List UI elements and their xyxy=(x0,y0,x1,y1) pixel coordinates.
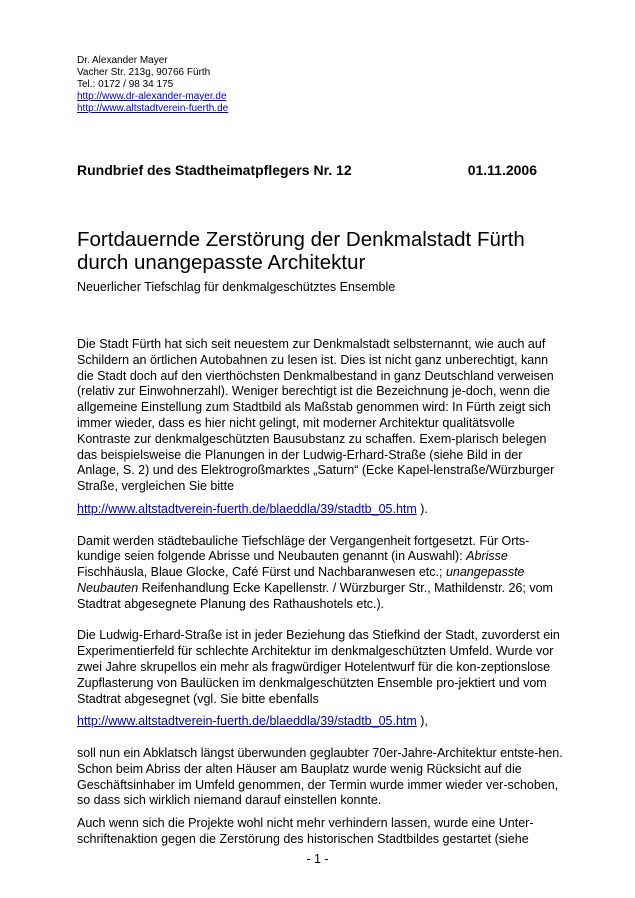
paragraph-2-italic-neubauten: unangepasste Neubauten xyxy=(77,565,525,595)
sender-website-link[interactable]: http://www.dr-alexander-mayer.de xyxy=(77,91,227,102)
paragraph-4: soll nun ein Abklatsch längst überwunden geglaubter 70er-Jahre-Architektur entste-hen. Schon beim Abriss der alten Häuser am Bauplatz wurde wenig Rücksicht auf die Geschäftsinhaber im Umfeld genommen, der Termin wurde immer wieder ver-schoben, so dass sich wirklich niemand darauf einstellen konnte. xyxy=(77,745,563,808)
sender-block xyxy=(77,55,228,115)
link-1-suffix: ). xyxy=(416,501,428,516)
article-link-1[interactable]: http://www.altstadtverein-fuerth.de/blaeddla/39/stadtb_05.htm xyxy=(77,501,417,516)
article-subtitle: Neuerlicher Tiefschlag für denkmalgeschütztes Ensemble xyxy=(77,280,396,294)
paragraph-2-start: Damit werden städtebauliche Tiefschläge der Vergangenheit fortgesetzt. Für Orts-kundige seien folgende Abrisse und Neubauten genannt (in Auswahl): xyxy=(77,533,530,564)
paragraph-5: Auch wenn sich die Projekte wohl nicht mehr verhindern lassen, wurde eine Unter-schriftenaktion gegen die Zerstörung des historischen Stadtbildes gestartet (siehe xyxy=(77,816,534,846)
link-paragraph-2 xyxy=(77,714,567,730)
sender-address: Vacher Str. 213g, 90766 Fürth xyxy=(77,67,211,78)
paragraph-3: Die Ludwig-Erhard-Straße ist in jeder Beziehung das Stiefkind der Stadt, zuvorderst ein Experimentierfeld für schlechte Architektur im denkmalgeschützten Umfeld. Wurde vor zwei Jahre skrupellos ein mehr als fragwürdiger Hotelentwurf für die kon-zeptionslose Zupflasterung von Baulücken im denkmalgeschützten Ensemble pro-jektiert und vom Stadtrat abgesegnet (vgl. Sie bitte ebenfalls xyxy=(77,628,560,706)
paragraph-2 xyxy=(77,534,567,613)
article-title-line-2: durch unangepasste Architektur xyxy=(77,251,366,274)
link-2-suffix: ), xyxy=(416,714,428,729)
paragraph-2-middle: Fischhäusla, Blaue Glocke, Café Fürst und Nachbaranwesen etc.; xyxy=(77,565,446,580)
article-title-line-1: Fortdauernde Zerstörung der Denkmalstadt Fürth xyxy=(77,228,525,251)
sender-phone: Tel.: 0172 / 98 34 175 xyxy=(77,79,174,90)
paragraph-1: Die Stadt Fürth hat sich seit neuestem zur Denkmalstadt selbsternannt, wie auch auf Schildern an örtlichen Autobahnen zu lesen ist. Dies ist nicht ganz unberechtigt, kann die Stadt doch auf den vierthöchsten Denkmalbestand in ganz Deutschland verweisen (relativ zur Einwohnerzahl). Weniger berechtigt ist die Bezeichnung je-doch, wenn die allgemeine Einstellung zum Stadtbild als Maßstab genommen wird: In Fürth zeigt sich immer wieder, dass es hier nicht gelingt, mit moderner Architektur qualitätsvolle Kontraste zur denkmalgeschützten Bausubstanz zu schaffen. Exem-plarisch belegen das beispielsweise die Planungen in der Ludwig-Erhard-Straße (siehe Bild in der Anlage, S. 2) und des Elektrogroßmarktes „Saturn“ (Ecke Kapel-lenstraße/Würzburger Straße, vergleichen Sie bitte xyxy=(77,337,555,494)
paragraph-2-italic-abrisse: Abrisse xyxy=(466,549,508,564)
altstadtverein-link[interactable]: http://www.altstadtverein-fuerth.de xyxy=(77,103,229,114)
link-paragraph-1 xyxy=(77,502,567,518)
article-title xyxy=(77,228,557,274)
newsletter-date: 01.11.2006 xyxy=(467,162,537,178)
sender-name: Dr. Alexander Mayer xyxy=(77,55,168,66)
page-number: - 1 - xyxy=(306,852,329,866)
newsletter-title: Rundbrief des Stadtheimatpflegers Nr. 12 xyxy=(77,162,352,178)
paragraph-2-end: Reifenhandlung Ecke Kapellenstr. / Würzburger Str., Mathildenstr. 26; vom Stadtrat abgesegnete Planung des Rathaushotels etc.). xyxy=(77,580,553,611)
newsletter-header xyxy=(77,162,537,178)
article-body xyxy=(77,337,567,864)
article-link-2[interactable]: http://www.altstadtverein-fuerth.de/blaeddla/39/stadtb_05.htm xyxy=(77,714,417,729)
